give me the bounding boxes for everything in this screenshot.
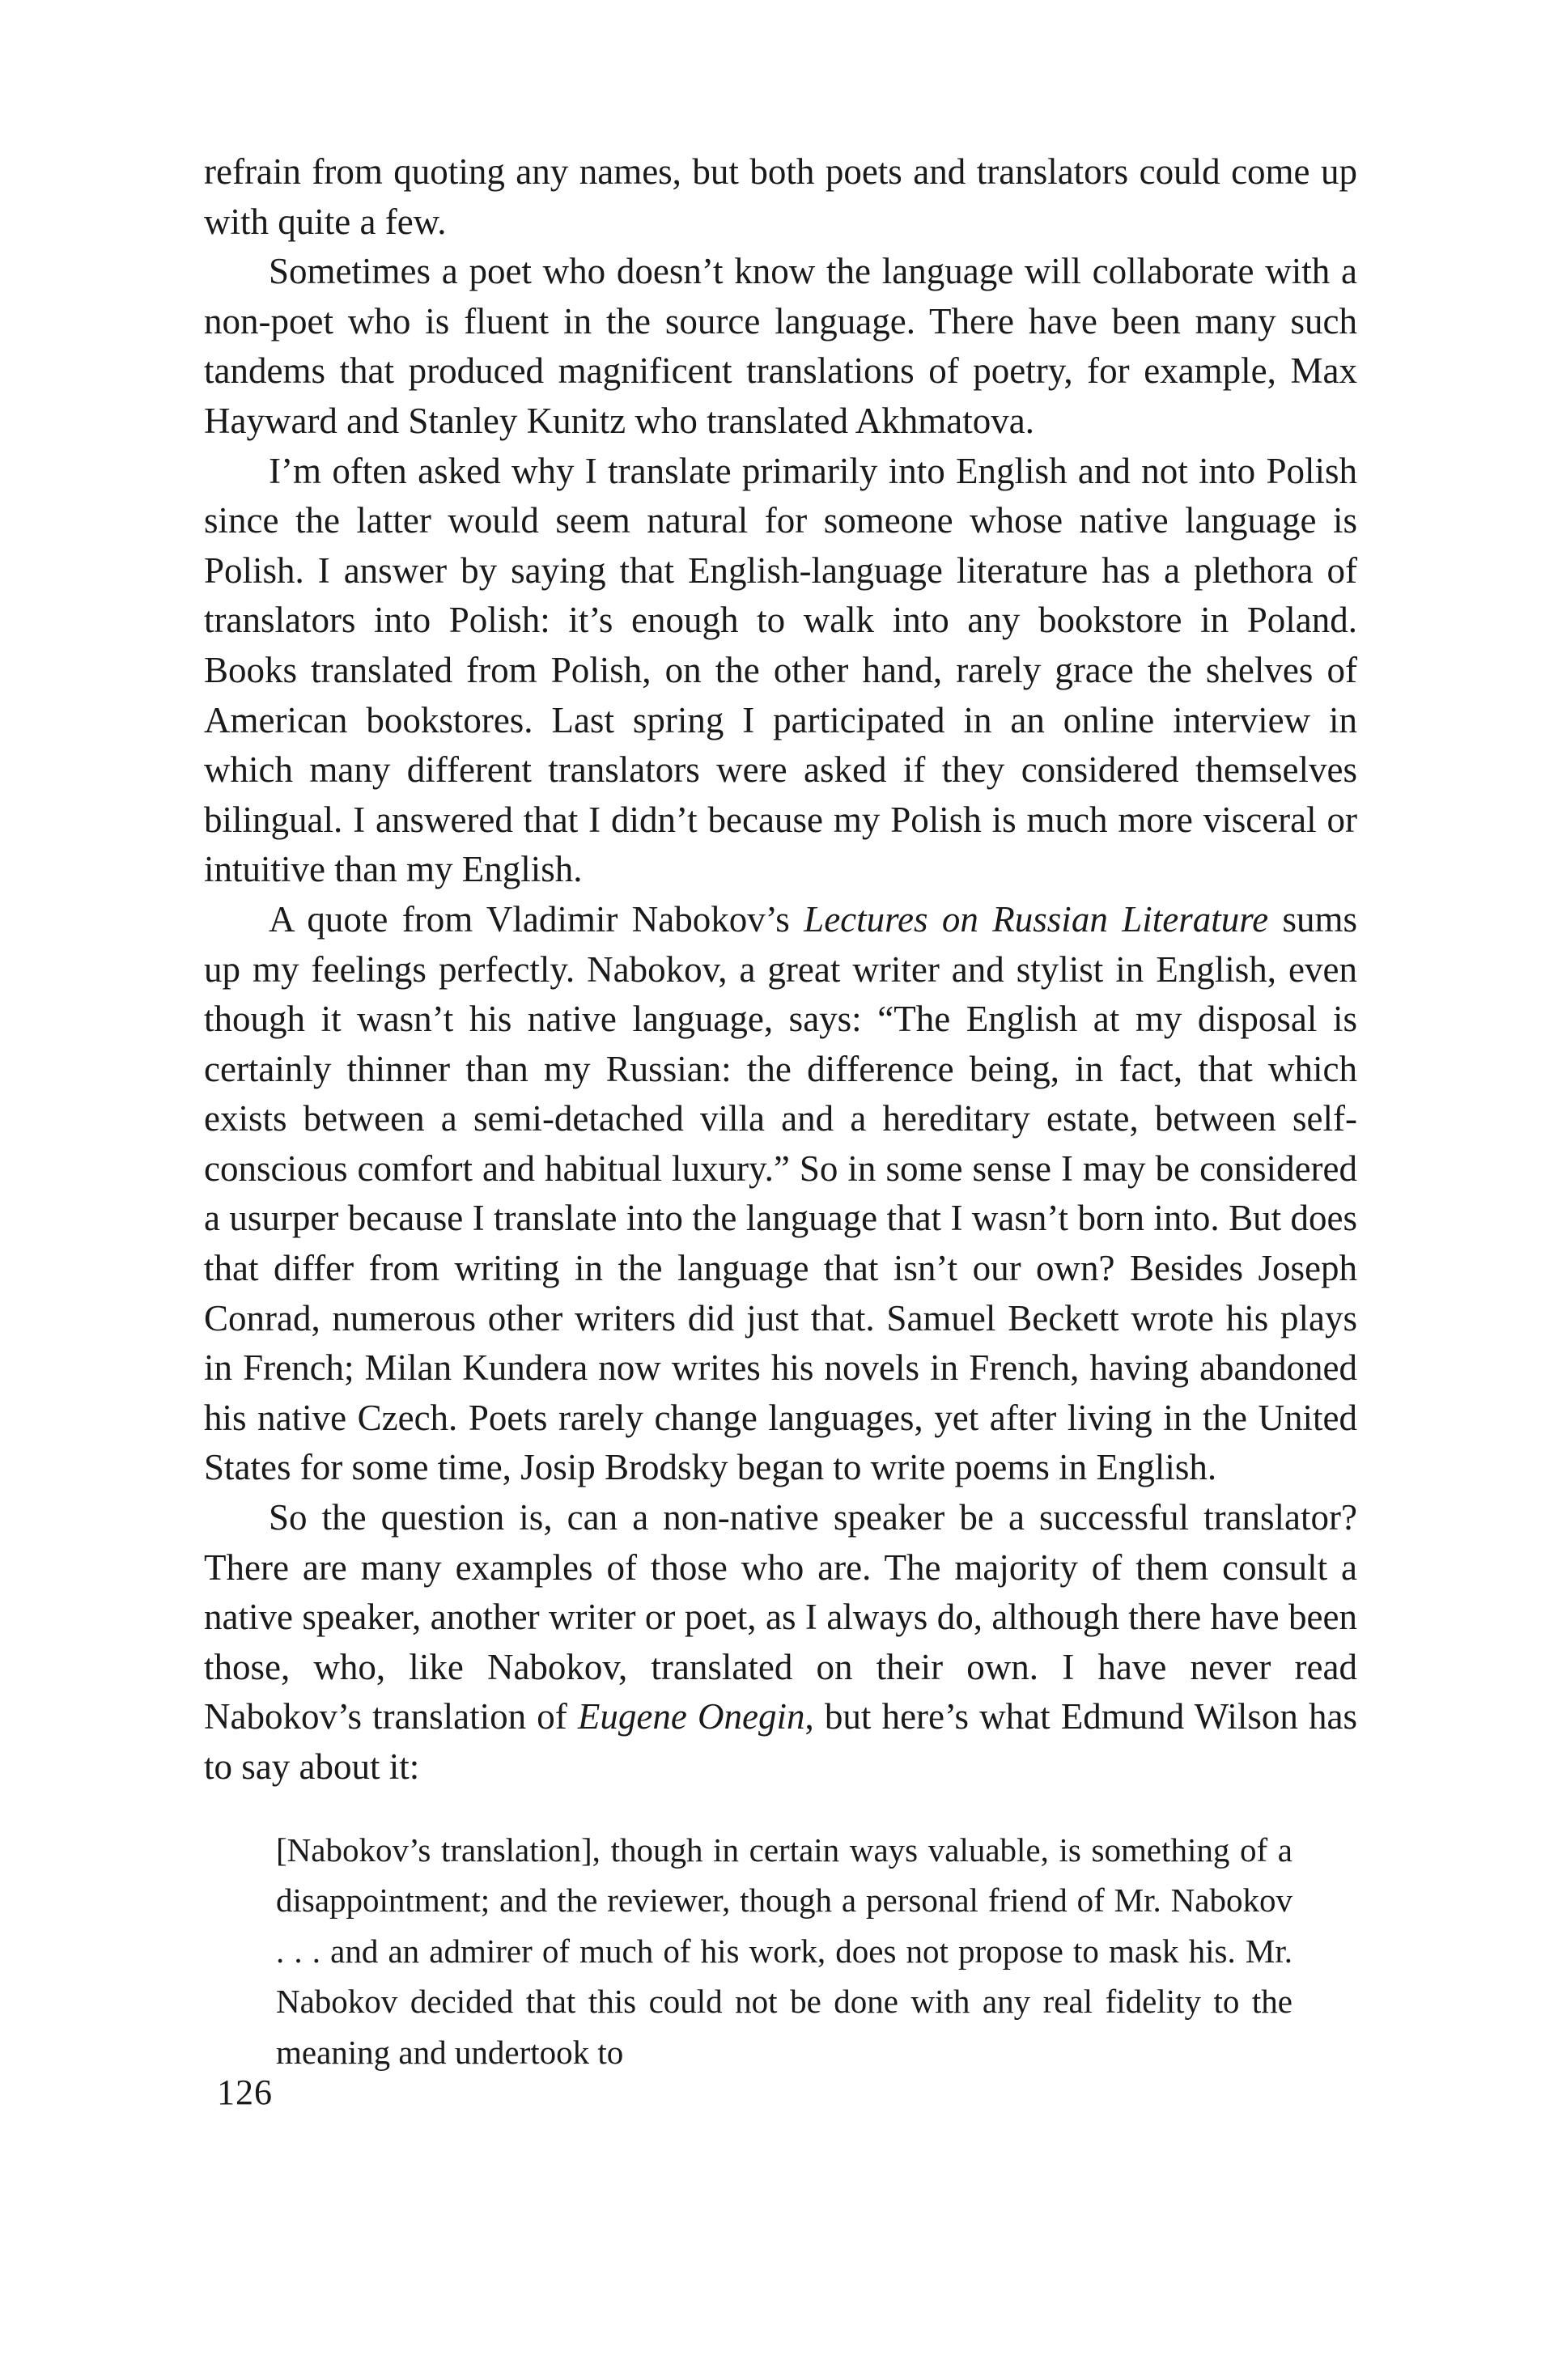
lectures-title: Lectures on Russian Literature xyxy=(804,898,1269,940)
eugene-onegin-title: Eugene Onegin xyxy=(577,1696,805,1737)
p5-after-title: , but here’s what Edmund Wilson has to say about it: xyxy=(204,1696,1357,1787)
paragraph-nabokov-quote xyxy=(204,895,1357,1493)
paragraph-non-native-speaker xyxy=(204,1493,1357,1792)
body-text xyxy=(204,147,1357,2077)
paragraph-tandems: Sometimes a poet who doesn’t know the language will collaborate with a non-poet who is fluent in the source language. There have been many such tandems that produced magnificent translations of poetry, for example, Max Hayward and Stanley Kunitz who translated Akhmatova. xyxy=(204,251,1357,441)
page-number: 126 xyxy=(217,2072,273,2112)
p5-before-title: So the question is, can a non-native speaker be a successful translator? There are many examples of those who are. The majority of them consult a native speaker, another writer or poet, as I always do, although there have been those, who, like Nabokov, translated on their own. I have never read Nabokov’s translation of xyxy=(204,1497,1357,1737)
paragraph-why-english: I’m often asked why I translate primarily into English and not into Polish since the latter would seem natural for someone whose native language is Polish. I answer by saying that English-language literature has a plethora of translators into Polish: it’s enough to walk into any bookstore in Poland. Books translated from Polish, on the other hand, rarely grace the shelves of American bookstores. Last spring I participated in an online interview in which many different translators were asked if they considered themselves bilingual. I answered that I didn’t because my Polish is much more visceral or intuitive than my English. xyxy=(204,450,1357,890)
block-quote-wilson: [Nabokov’s translation], though in certain ways valuable, is something of a disappointment; and the reviewer, though a personal friend of Mr. Nabokov . . . and an admirer of much of his work, does not propose to mask his. Mr. Nabokov decided that this could not be done with any real fidelity to the meaning and undertook to xyxy=(276,1831,1292,2071)
p4-after-title: sums up my feelings perfectly. Nabokov, a great writer and stylist in English, even though it wasn’t his native language, says: “The English at my disposal is certainly thinner than my Russian: the difference being, in fact, that which exists between a semi-detached villa and a hereditary estate, between self-conscious comfort and habitual luxury.” So in some sense I may be considered a usurper because I translate into the language that I wasn’t born into. But does that differ from writing in the language that isn’t our own? Besides Joseph Conrad, numerous other writers did just that. Samuel Beckett wrote his plays in French; Milan Kundera now writes his novels in French, having abandoned his native Czech. Poets rarely change languages, yet after living in the United States for some time, Josip Brodsky began to write poems in English. xyxy=(204,898,1358,1488)
p4-before-title: A quote from Vladimir Nabokov’s xyxy=(269,898,804,940)
paragraph-continuation: refrain from quoting any names, but both poets and translators could come up with quite a few. xyxy=(204,151,1357,242)
